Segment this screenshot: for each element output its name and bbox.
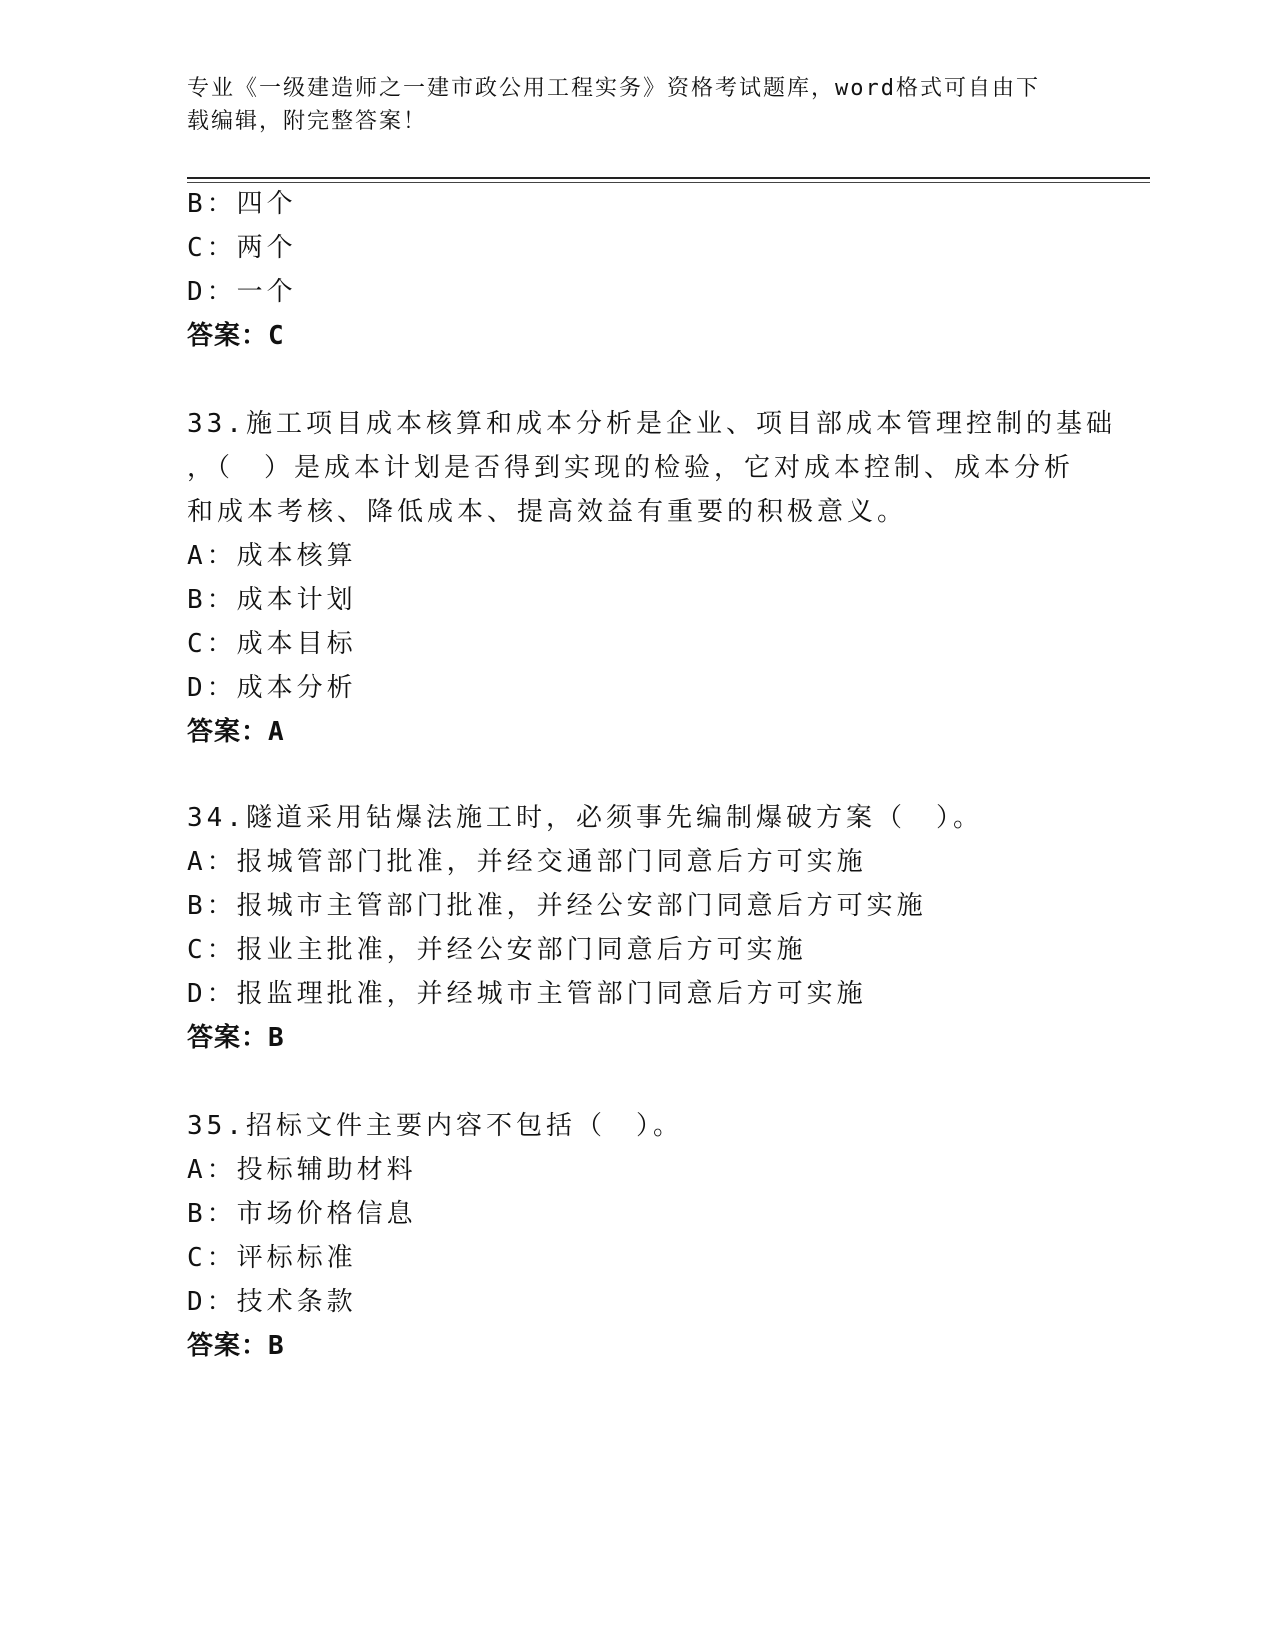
q34-option-b: B：报城市主管部门批准，并经公安部门同意后方可实施 bbox=[187, 891, 927, 921]
q34-option-a: A：报城管部门批准，并经交通部门同意后方可实施 bbox=[187, 847, 867, 877]
q35-option-c: C：评标标准 bbox=[187, 1243, 357, 1273]
q35-option-b: B：市场价格信息 bbox=[187, 1199, 417, 1229]
q33-stem-line-3: 和成本考核、降低成本、提高效益有重要的积极意义。 bbox=[187, 497, 908, 527]
q35-option-a: A：投标辅助材料 bbox=[187, 1155, 417, 1185]
header-line-2: 载编辑，附完整答案！ bbox=[187, 109, 428, 134]
q34-stem: 34.隧道采用钻爆法施工时，必须事先编制爆破方案（ ）。 bbox=[187, 803, 983, 833]
q32-option-d: D：一个 bbox=[187, 277, 297, 307]
q33-option-a: A：成本核算 bbox=[187, 541, 357, 571]
header-rule-thick bbox=[187, 177, 1150, 179]
q35-answer: 答案：B bbox=[187, 1331, 285, 1361]
q33-option-d: D：成本分析 bbox=[187, 673, 357, 703]
q35-stem: 35.招标文件主要内容不包括（ ）。 bbox=[187, 1111, 683, 1141]
q34-option-c: C：报业主批准，并经公安部门同意后方可实施 bbox=[187, 935, 807, 965]
q34-option-d: D：报监理批准，并经城市主管部门同意后方可实施 bbox=[187, 979, 867, 1009]
header-line-1: 专业《一级建造师之一建市政公用工程实务》资格考试题库，word格式可自由下 bbox=[187, 76, 1040, 101]
q33-option-b: B：成本计划 bbox=[187, 585, 357, 615]
q33-option-c: C：成本目标 bbox=[187, 629, 357, 659]
q32-answer: 答案：C bbox=[187, 321, 285, 351]
header-rule-thin bbox=[187, 182, 1150, 183]
q33-stem-line-1: 33.施工项目成本核算和成本分析是企业、项目部成本管理控制的基础 bbox=[187, 409, 1116, 439]
q33-stem-line-2: ，（ ）是成本计划是否得到实现的检验，它对成本控制、成本分析 bbox=[187, 453, 1075, 483]
q35-option-d: D：技术条款 bbox=[187, 1287, 357, 1317]
q32-option-c: C：两个 bbox=[187, 233, 297, 263]
q32-option-b: B：四个 bbox=[187, 189, 297, 219]
document-header bbox=[187, 72, 1087, 138]
q33-answer: 答案：A bbox=[187, 717, 285, 747]
q34-answer: 答案：B bbox=[187, 1023, 285, 1053]
